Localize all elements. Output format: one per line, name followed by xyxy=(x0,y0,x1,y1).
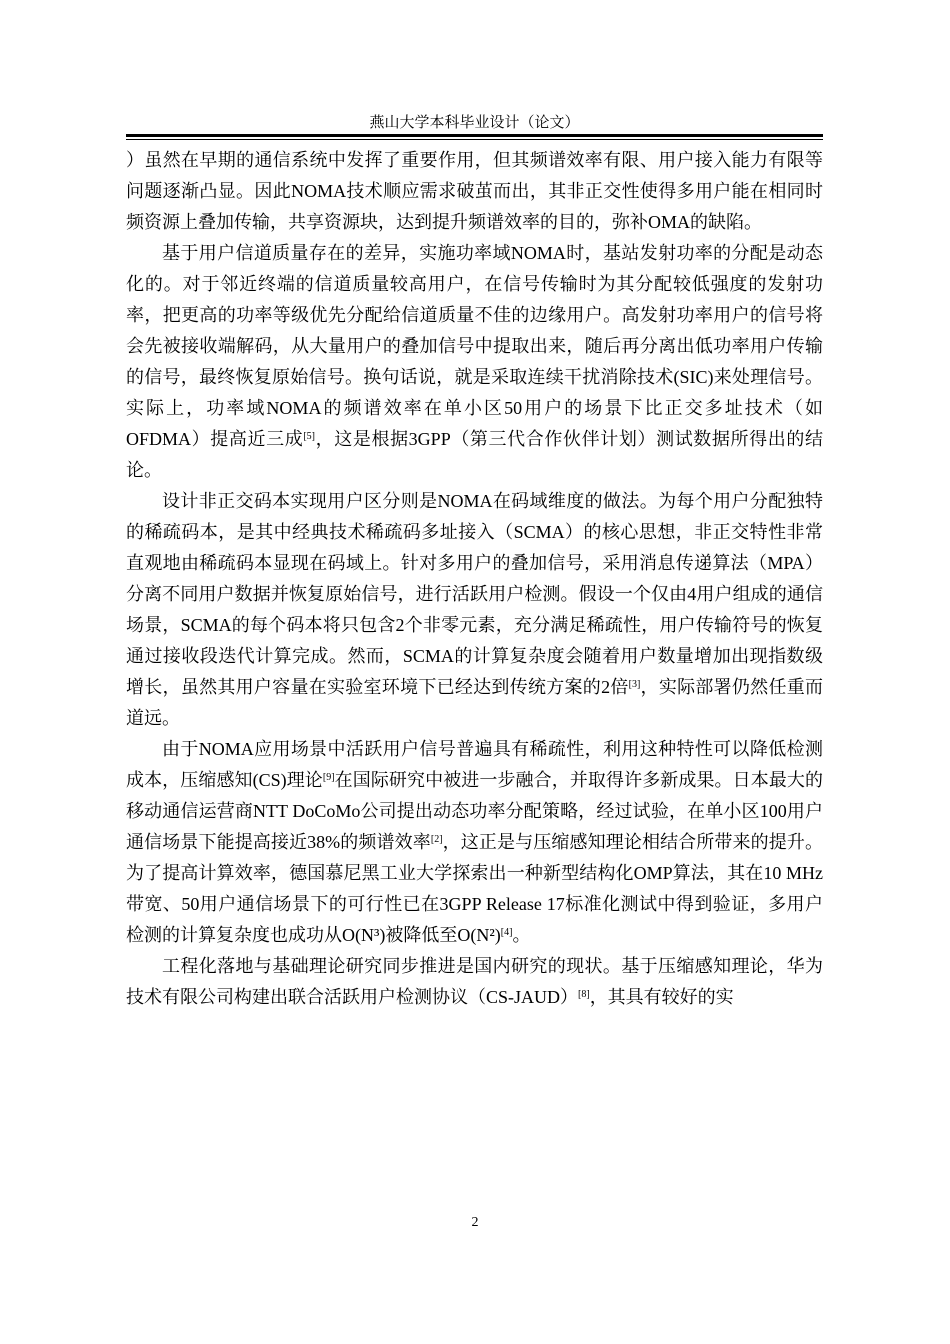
citation-ref: [5] xyxy=(303,431,315,442)
citation-ref: [9] xyxy=(322,772,335,783)
header-rule-thick xyxy=(126,134,823,137)
body-text xyxy=(126,145,823,1013)
paragraph-text: ，其具有较好的实 xyxy=(589,987,734,1007)
body-paragraph xyxy=(126,734,823,951)
body-paragraph xyxy=(126,486,823,734)
page-number: 2 xyxy=(471,1215,479,1230)
paragraph-text: 。 xyxy=(512,925,531,945)
running-header: 燕山大学本科毕业设计（论文） xyxy=(369,113,580,131)
paragraph-text: 工程化落地与基础理论研究同步推进是国内研究的现状。基于压缩感知理论，华为技术有限公司构建出联合活跃用户检测协议（CS-JAUD） xyxy=(126,956,823,1007)
paragraph-text: ，这正是与压缩感知理论相结合所带来的提升。为了提高计算效率，德国慕尼黑工业大学探索出一种新型结构化OMP算法，其在10 MHz带宽、50用户通信场景下的可行性已在3GPP Release 17标准化测试中得到验证，多用户检测的计算复杂度也成功从O(N³)被降低至O(N²) xyxy=(126,832,824,945)
body-paragraph xyxy=(126,238,823,486)
body-paragraph xyxy=(126,951,823,1013)
paragraph-text: ）虽然在早期的通信系统中发挥了重要作用，但其频谱效率有限、用户接入能力有限等问题逐渐凸显。因此NOMA技术顺应需求破茧而出，其非正交性使得多用户能在相同时频资源上叠加传输，共享资源块，达到提升频谱效率的目的，弥补OMA的缺陷。 xyxy=(126,150,823,232)
paragraph-text: 在国际研究中被进一步融合，并取得许多新成果。日本最大的移动通信运营商NTT DoCoMo公司提出动态功率分配策略，经过试验，在单小区100用户通信场景下能提高接近38%的频谱效率 xyxy=(126,770,823,852)
paragraph-text: 设计非正交码本实现用户区分则是NOMA在码域维度的做法。为每个用户分配独特的稀疏码本，是其中经典技术稀疏码多址接入（SCMA）的核心思想，非正交特性非常直观地由稀疏码本显现在码域上。针对多用户的叠加信号，采用消息传递算法（MPA）分离不同用户数据并恢复原始信号，进行活跃用户检测。假设一个仅由4用户组成的通信场景，SCMA的每个码本将只包含2个非零元素，充分满足稀疏性，用户传输符号的恢复通过接收段迭代计算完成。然而，SCMA的计算复杂度会随着用户数量增加出现指数级增长，虽然其用户容量在实验室环境下已经达到传统方案的2倍 xyxy=(126,491,823,697)
paragraph-text: 基于用户信道质量存在的差异，实施功率域NOMA时，基站发射功率的分配是动态化的。对于邻近终端的信道质量较高用户，在信号传输时为其分配较低强度的发射功率，把更高的功率等级优先分配给信道质量不佳的边缘用户。高发射功率用户的信号将会先被接收端解码，从大量用户的叠加信号中提取出来，随后再分离出低功率用户传输的信号，最终恢复原始信号。换句话说，就是采取连续干扰消除技术(SIC)来处理信号。实际上，功率域NOMA的频谱效率在单小区50用户的场景下比正交多址技术（如OFDMA）提高近三成 xyxy=(126,243,823,449)
citation-ref: [8] xyxy=(578,989,590,1000)
paragraph-text: ，实际部署仍然任重而道远。 xyxy=(126,677,823,728)
header-rule-thin xyxy=(126,139,823,140)
body-paragraph xyxy=(126,145,823,238)
paragraph-text: 由于NOMA应用场景中活跃用户信号普遍具有稀疏性，利用这种特性可以降低检测成本，压缩感知(CS)理论 xyxy=(126,739,823,790)
citation-ref: [2] xyxy=(430,834,443,845)
citation-ref: [4] xyxy=(500,927,513,938)
citation-ref: [3] xyxy=(628,679,641,690)
paragraph-text: ，这是根据3GPP（第三代合作伙伴计划）测试数据所得出的结论。 xyxy=(126,429,823,480)
